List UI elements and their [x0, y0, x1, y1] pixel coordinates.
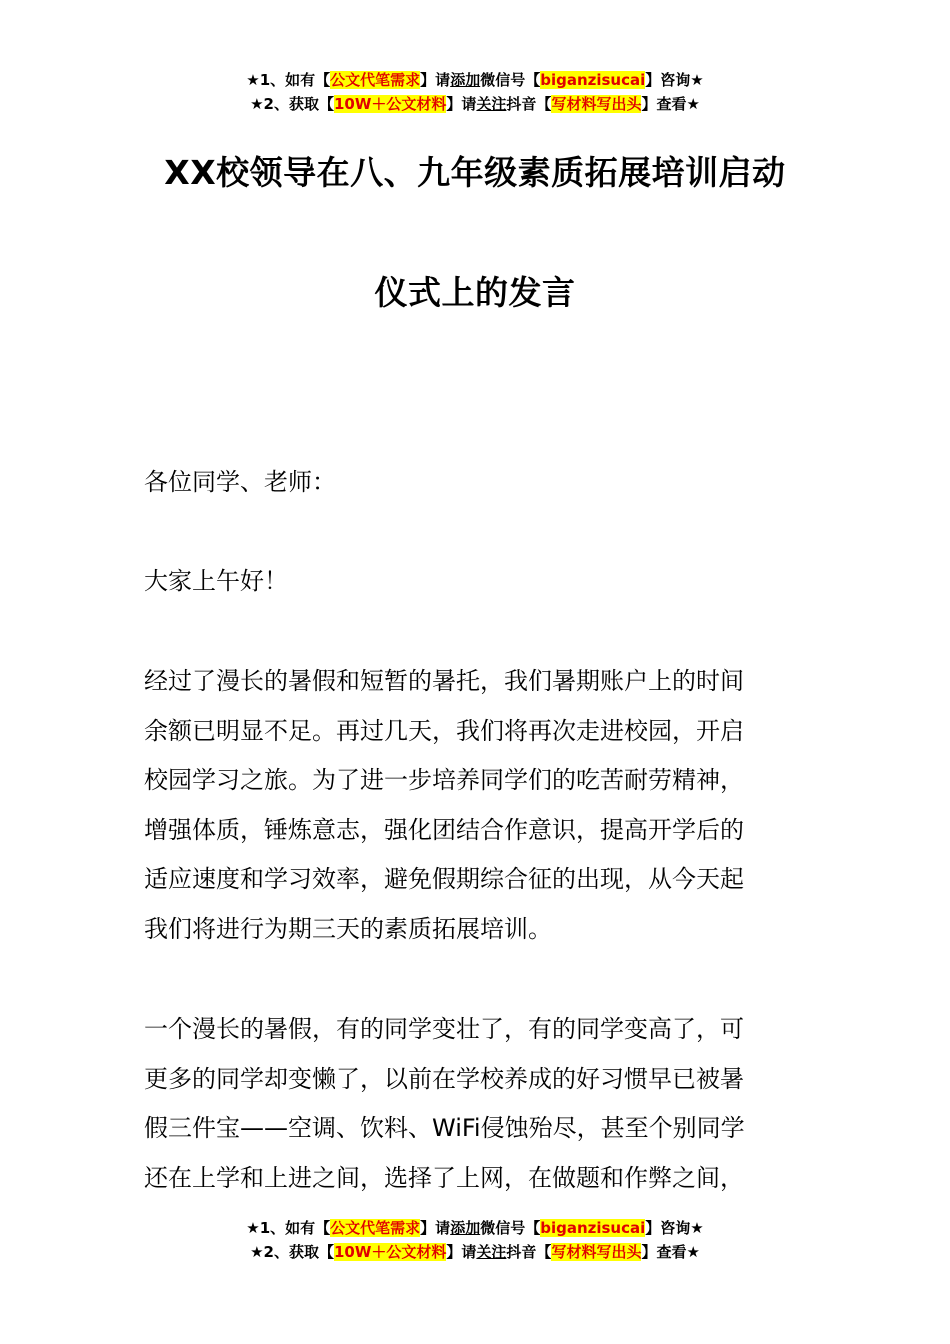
document-title-line-1: XX校领导在八、九年级素质拓展培训启动: [164, 153, 786, 192]
banner-text: 】查看★: [641, 95, 700, 113]
banner-text: 】请: [420, 1219, 451, 1237]
banner-highlight: 公文代笔需求: [330, 1219, 421, 1237]
paragraph-line: 经过了漫长的暑假和短暂的暑托，我们暑期账户上的时间: [144, 667, 744, 695]
banner-text: ★2、获取【: [250, 95, 334, 113]
banner-text: 】咨询★: [645, 1219, 704, 1237]
banner-text: 抖音【: [506, 95, 552, 113]
banner-text: 】咨询★: [645, 71, 704, 89]
banner-text: 】请: [446, 95, 477, 113]
paragraph-line: 校园学习之旅。为了进一步培养同学们的吃苦耐劳精神，: [144, 766, 744, 794]
salutation: 各位同学、老师：: [144, 468, 336, 496]
banner-text: ★1、如有【: [246, 1219, 331, 1237]
paragraph-2: [144, 1005, 810, 1203]
banner-line-1: [0, 1216, 950, 1240]
banner-text: 】请: [446, 1243, 477, 1261]
document-title-line-2: 仪式上的发言: [374, 273, 576, 312]
banner-emphasis: 添加: [450, 1219, 481, 1237]
banner-highlight: 10W＋公文材料: [333, 95, 447, 113]
banner-highlight: 10W＋公文材料: [333, 1243, 447, 1261]
paragraph-line: 我们将进行为期三天的素质拓展培训。: [144, 914, 552, 943]
banner-text: 】查看★: [641, 1243, 700, 1261]
banner-text: 微信号【: [480, 71, 541, 89]
banner-highlight: 写材料写出头: [551, 1243, 642, 1261]
paragraph-line: 假三件宝——空调、饮料、WiFi侵蚀殆尽，甚至个别同学: [144, 1114, 745, 1142]
banner-text: ★1、如有【: [246, 71, 331, 89]
banner-text: ★2、获取【: [250, 1243, 334, 1261]
banner-highlight: biganzisucai: [540, 71, 646, 89]
banner-text: 抖音【: [506, 1243, 552, 1261]
paragraph-line: 一个漫长的暑假，有的同学变壮了，有的同学变高了，可: [144, 1015, 744, 1043]
paragraph-line: 还在上学和上进之间，选择了上网，在做题和作弊之间，: [144, 1163, 744, 1192]
banner-emphasis: 关注: [476, 95, 507, 113]
banner-text: 】请: [420, 71, 451, 89]
paragraph-line: 余额已明显不足。再过几天，我们将再次走进校园，开启: [144, 716, 744, 745]
banner-line-2: [0, 92, 950, 116]
banner-highlight: biganzisucai: [540, 1219, 646, 1237]
paragraph-line: 更多的同学却变懒了，以前在学校养成的好习惯早已被暑: [144, 1064, 744, 1093]
greeting: 大家上午好！: [144, 567, 288, 595]
banner-emphasis: 添加: [450, 71, 481, 89]
banner-line-2: [0, 1240, 950, 1264]
banner-highlight: 写材料写出头: [551, 95, 642, 113]
banner-emphasis: 关注: [476, 1243, 507, 1261]
banner-line-1: [0, 68, 950, 92]
footer-banner: [0, 1216, 950, 1264]
paragraph-line: 适应速度和学习效率，避免假期综合征的出现，从今天起: [144, 865, 744, 893]
paragraph-1: [144, 657, 810, 954]
header-banner: [0, 68, 950, 116]
banner-text: 微信号【: [480, 1219, 541, 1237]
paragraph-line: 增强体质，锤炼意志，强化团结合作意识，提高开学后的: [144, 815, 744, 844]
banner-highlight: 公文代笔需求: [330, 71, 421, 89]
